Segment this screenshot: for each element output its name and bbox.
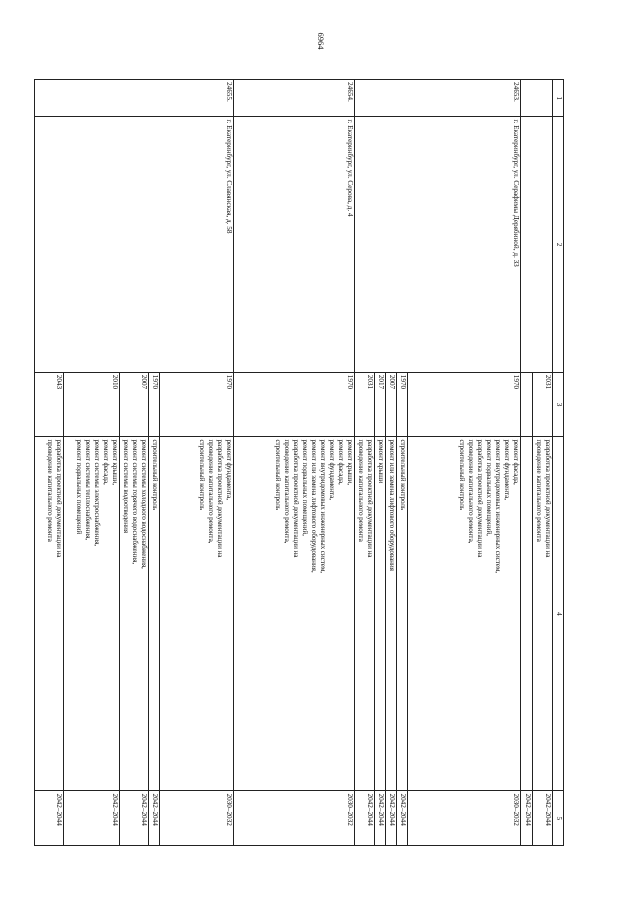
work-item: ремонт фундамента, (225, 439, 233, 500)
header-cell: 1 (553, 80, 564, 117)
year-cell: 2007 (386, 372, 397, 437)
address-cell (521, 117, 553, 372)
period-cell: 2042–2044 (355, 791, 375, 846)
period-cell: 2042–2044 (64, 791, 120, 846)
period-cell: 2030–2032 (160, 791, 234, 846)
year-cell: 2043 (35, 372, 64, 437)
works-cell (408, 437, 521, 791)
work-item: строительный контроль (458, 439, 466, 511)
header-cell: 5 (553, 791, 564, 846)
work-item: проведение капитального ремонта, (283, 439, 291, 544)
period-cell: 2030–2032 (234, 791, 355, 846)
row-number-cell: 24653. (355, 80, 521, 117)
work-item: ремонт системы горячего водоснабжения, (131, 439, 139, 565)
work-item: ремонт подвальных помещений (75, 439, 83, 535)
table-row (234, 80, 355, 846)
year-cell: 1970 (234, 372, 355, 437)
row-number-cell: 24654. (234, 80, 355, 117)
header-cell: 4 (553, 437, 564, 791)
table-row (160, 80, 234, 846)
work-item: разработка проектной документации на (366, 439, 374, 558)
work-item: ремонт фундамента, (503, 439, 511, 500)
work-item: строительный контроль (274, 439, 282, 511)
page-number: 6964 (316, 32, 326, 50)
header-cell: 2 (553, 117, 564, 372)
address-cell: г. Екатеринбург, ул. Славянская, д. 58 (35, 117, 234, 372)
works-cell (149, 437, 160, 791)
work-item: ремонт фундамента, (328, 439, 336, 500)
works-cell (234, 437, 355, 791)
work-item: ремонт крыши, (111, 439, 119, 485)
work-item: разработка проектной документации на (216, 439, 224, 558)
year-cell: 1970 (149, 372, 160, 437)
work-item: ремонт фасада, (102, 439, 110, 485)
year-cell: 1970 (397, 372, 408, 437)
works-cell (64, 437, 120, 791)
table-row (533, 80, 553, 846)
work-item: проведение капитального ремонта (357, 439, 365, 542)
period-cell: 2042–2044 (521, 791, 533, 846)
year-cell: 2010 (64, 372, 120, 437)
table-row (408, 80, 521, 846)
period-cell: 2042–2044 (533, 791, 553, 846)
works-cell (35, 437, 64, 791)
work-item: проведение капитального ремонта, (207, 439, 215, 544)
year-cell: 2017 (375, 372, 386, 437)
works-cell (533, 437, 553, 791)
row-number-cell (521, 80, 553, 117)
address-cell: г. Екатеринбург, ул. Серова, д. 4 (234, 117, 355, 372)
work-item: ремонт крыши (377, 439, 385, 484)
works-cell (386, 437, 397, 791)
year-cell (521, 372, 533, 437)
work-item: проведение капитального ремонта (46, 439, 54, 542)
work-item: проведение капитального ремонта, (467, 439, 475, 544)
capital-repair-table (34, 79, 564, 846)
period-cell: 2042–2044 (149, 791, 160, 846)
work-item: разработка проектной документации на (544, 439, 552, 558)
year-cell: 2007 (120, 372, 149, 437)
works-cell (375, 437, 386, 791)
work-item: разработка проектной документации на (55, 439, 63, 558)
year-cell: 1970 (408, 372, 521, 437)
work-item: строительный контроль (399, 439, 407, 511)
work-item: ремонт внутридомовых инженерных систем, (494, 439, 502, 573)
period-cell: 2042–2044 (120, 791, 149, 846)
work-item: ремонт или замена лифтового оборудования (388, 439, 396, 571)
year-cell: 2031 (355, 372, 375, 437)
header-row (553, 80, 564, 846)
work-item: строительный контроль (198, 439, 206, 511)
works-cell (355, 437, 375, 791)
work-item: ремонт системы теплоснабжения, (84, 439, 92, 540)
rotated-table-page (46, 79, 564, 846)
work-item: ремонт внутридомовых инженерных систем, (319, 439, 327, 573)
work-item: ремонт системы электроснабжения, (93, 439, 101, 546)
period-cell: 2042–2044 (35, 791, 64, 846)
row-number-cell: 24655. (35, 80, 234, 117)
works-cell (120, 437, 149, 791)
period-cell: 2030–2032 (408, 791, 521, 846)
work-item: ремонт подвальных помещений, (485, 439, 493, 536)
period-cell: 2042–2044 (375, 791, 386, 846)
year-cell: 1970 (160, 372, 234, 437)
work-item: ремонт подвальных помещений, (301, 439, 309, 536)
works-cell (160, 437, 234, 791)
year-cell: 2031 (533, 372, 553, 437)
period-cell: 2042–2044 (386, 791, 397, 846)
work-item: ремонт или замена лифтового оборудования, (310, 439, 318, 573)
work-item: ремонт фасада, (512, 439, 520, 485)
work-item: разработка проектной документации на (292, 439, 300, 558)
work-item: ремонт системы холодного водоснабжения, (140, 439, 148, 569)
work-item: ремонт крыши, (346, 439, 354, 485)
work-item: ремонт системы водоотведения (122, 439, 130, 533)
work-item: проведение капитального ремонта (535, 439, 543, 542)
period-cell: 2042–2044 (397, 791, 408, 846)
header-cell: 3 (553, 372, 564, 437)
work-item: строительный контроль (151, 439, 159, 511)
address-cell: г. Екатеринбург, ул. Серафимы Дерябиной, д. 33 (355, 117, 521, 372)
work-item: ремонт фасада, (337, 439, 345, 485)
work-item: разработка проектной документации на (476, 439, 484, 558)
works-cell (521, 437, 533, 791)
works-cell (397, 437, 408, 791)
